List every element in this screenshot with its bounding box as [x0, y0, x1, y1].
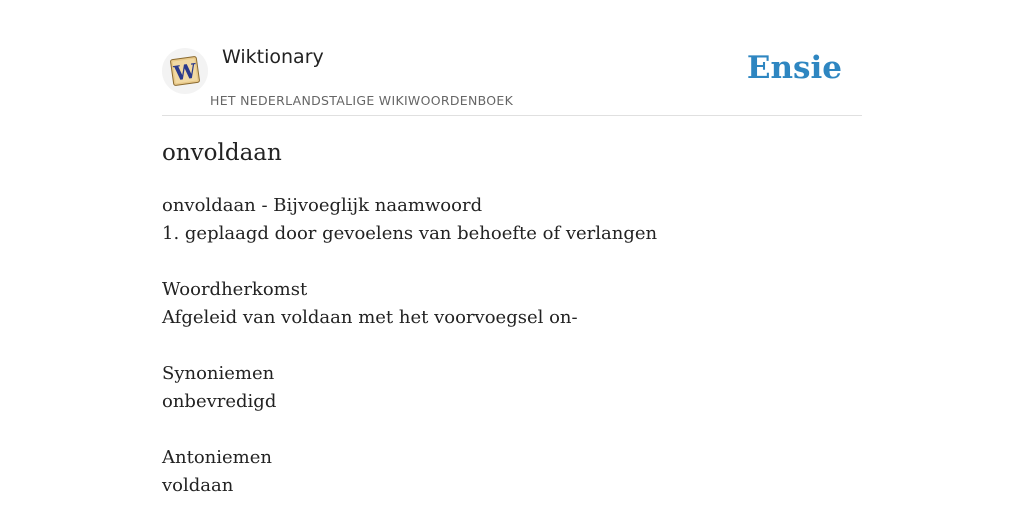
wiktionary-logo-icon[interactable]: [162, 48, 208, 94]
site-tagline: HET NEDERLANDSTALIGE WIKIWOORDENBOEK: [210, 93, 514, 108]
entry-definition: 1. geplaagd door gevoelens van behoefte of verlangen: [162, 223, 658, 244]
svg-text:W: W: [172, 58, 198, 86]
antonyms-heading: Antoniemen: [162, 447, 272, 468]
header-divider: [162, 115, 862, 116]
synonyms-text: onbevredigd: [162, 391, 277, 412]
site-title[interactable]: Wiktionary: [222, 46, 324, 68]
etymology-text: Afgeleid van voldaan met het voorvoegsel on-: [162, 307, 578, 328]
ensie-brand-link[interactable]: Ensie: [746, 50, 842, 86]
page-title: onvoldaan: [162, 140, 282, 166]
spacer: [162, 248, 862, 276]
entry-headword: onvoldaan - Bijvoeglijk naamwoord: [162, 195, 483, 216]
etymology-heading: Woordherkomst: [162, 279, 308, 300]
spacer: [162, 416, 862, 444]
antonyms-text: voldaan: [162, 475, 234, 496]
entry-content: [162, 192, 862, 500]
spacer: [162, 332, 862, 360]
synonyms-heading: Synoniemen: [162, 363, 275, 384]
